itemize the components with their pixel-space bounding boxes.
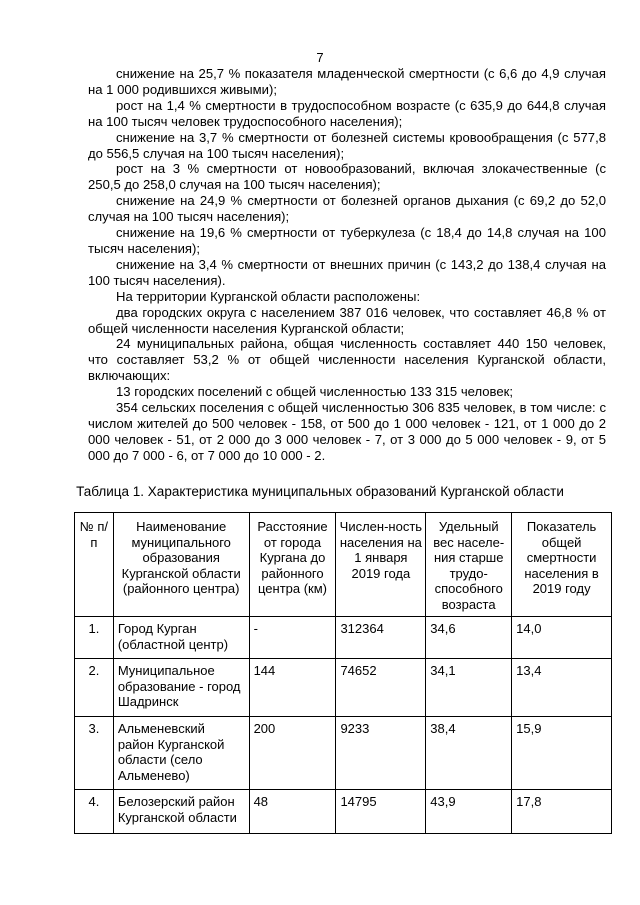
paragraph: 13 городских поселений с общей численностью 133 315 человек;	[116, 384, 514, 400]
table-row	[75, 790, 612, 834]
paragraph: 24 муниципальных района, общая численность составляет 440 150 человек, что составляет 53,2 % от общей численности населения Курганской области, включающих:	[88, 336, 606, 384]
cell-mortality: 13,4	[512, 659, 612, 717]
cell-mortality: 15,9	[512, 717, 612, 790]
cell-population: 14795	[336, 790, 426, 834]
column-header-mortality: Показатель общей смертности населения в 2019 году	[512, 513, 612, 617]
paragraph: два городских округа с населением 387 016 человек, что составляет 46,8 % от общей численности населения Курганской области;	[88, 304, 606, 336]
cell-number: 4.	[75, 790, 114, 834]
cell-number: 3.	[75, 717, 114, 790]
paragraph: снижение на 24,9 % смертности от болезней органов дыхания (с 69,2 до 52,0 случая на 100 тысяч населения);	[88, 193, 606, 225]
table-row	[75, 617, 612, 659]
paragraph: На территории Курганской области расположены:	[116, 288, 421, 304]
table-caption: Таблица 1. Характеристика муниципальных образований Курганской области	[76, 484, 564, 499]
table-header-row	[75, 513, 612, 617]
cell-name: Альменевский район Курганской области (село Альменево)	[113, 717, 249, 790]
column-header-distance: Расстояние от города Кургана до районного центра (км)	[249, 513, 336, 617]
body-text	[88, 66, 606, 464]
cell-distance: 200	[249, 717, 336, 790]
table-row	[75, 717, 612, 790]
column-header-name: Наименование муниципального образования Курганской области (районного центра)	[113, 513, 249, 617]
cell-elderly-share: 34,6	[426, 617, 512, 659]
paragraph: рост на 3 % смертности от новообразований, включая злокачественные (с 250,5 до 258,0 случая на 100 тысяч населения);	[88, 161, 606, 193]
column-header-elderly-share: Удельный вес населе-ния старше трудо-способного возраста	[426, 513, 512, 617]
cell-distance: -	[249, 617, 336, 659]
cell-number: 2.	[75, 659, 114, 717]
paragraph: рост на 1,4 % смертности в трудоспособном возрасте (с 635,9 до 644,8 случая на 100 тысяч человек трудоспособного населения);	[88, 97, 606, 129]
table-row	[75, 659, 612, 717]
cell-population: 9233	[336, 717, 426, 790]
cell-mortality: 17,8	[512, 790, 612, 834]
cell-mortality: 14,0	[512, 617, 612, 659]
cell-distance: 144	[249, 659, 336, 717]
cell-population: 312364	[336, 617, 426, 659]
paragraph: снижение на 25,7 % показателя младенческой смертности (с 6,6 до 4,9 случая на 1 000 родившихся живыми);	[88, 66, 606, 97]
cell-elderly-share: 43,9	[426, 790, 512, 834]
cell-elderly-share: 38,4	[426, 717, 512, 790]
municipalities-table	[74, 512, 612, 834]
cell-number: 1.	[75, 617, 114, 659]
cell-population: 74652	[336, 659, 426, 717]
cell-name: Белозерский район Курганской области	[113, 790, 249, 834]
paragraph: снижение на 3,7 % смертности от болезней системы кровообращения (с 577,8 до 556,5 случая на 100 тысяч населения);	[88, 129, 606, 161]
column-header-population: Числен-ность населения на 1 января 2019 года	[336, 513, 426, 617]
cell-distance: 48	[249, 790, 336, 834]
cell-name: Город Курган (областной центр)	[113, 617, 249, 659]
paragraph: снижение на 3,4 % смертности от внешних причин (с 143,2 до 138,4 случая на 100 тысяч населения).	[88, 256, 606, 288]
cell-elderly-share: 34,1	[426, 659, 512, 717]
page-number: 7	[316, 50, 324, 65]
paragraph: 354 сельских поселения с общей численностью 306 835 человек, в том числе: с числом жителей до 500 человек - 158, от 500 до 1 000 человек - 121, от 1 000 до 2 000 человек - 51, от 2 000 до 3 000 человек - 7, от 3 000 до 5 000 человек - 9, от 5 000 до 7 000 - 6, от 7 000 до 10 000 - 2.	[88, 400, 606, 463]
paragraph: снижение на 19,6 % смертности от туберкулеза (с 18,4 до 14,8 случая на 100 тысяч населения);	[88, 225, 606, 256]
cell-name: Муниципальное образование - город Шадринск	[113, 659, 249, 717]
column-header-number: № п/п	[75, 513, 114, 617]
